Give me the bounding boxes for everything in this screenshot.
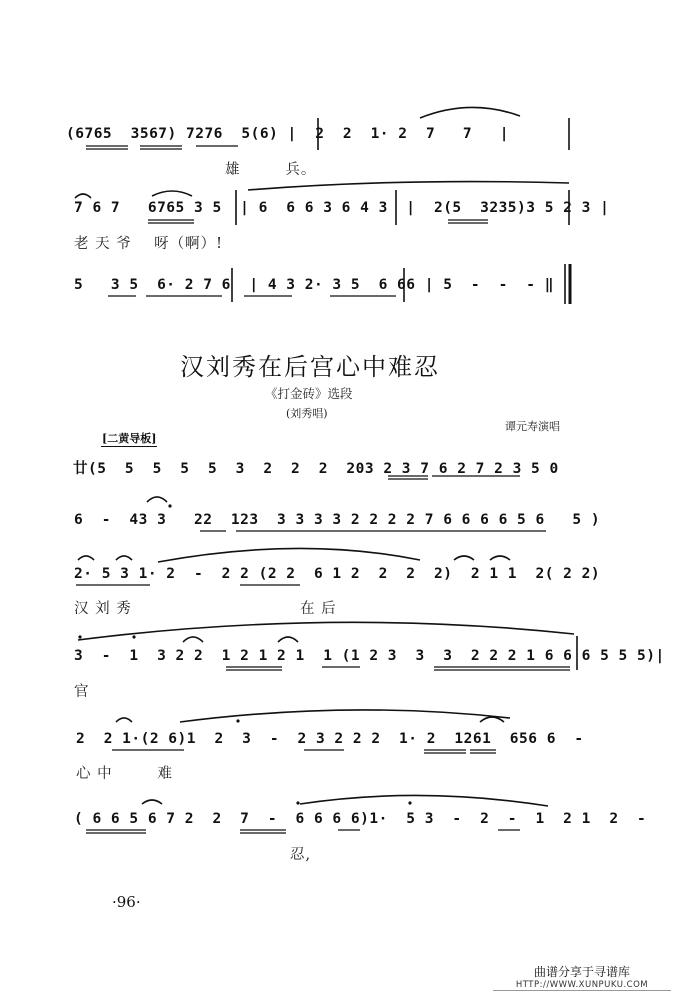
score-line-3: 2· 5 3 1· 2 - 2 2 (2 2 6 1 2 2 2 2) 2 1 1 2( 2 2) xyxy=(74,566,601,582)
mode-tag: [二黄导板] xyxy=(102,432,157,445)
singer-role: (刘秀唱) xyxy=(286,407,328,420)
score-line-6-lyrics: 忍, xyxy=(290,847,312,863)
score-line-1: 廿(5 5 5 5 5 3 2 2 2 203 2 3 7 6 2 7 2 3 5 0 xyxy=(73,461,559,477)
slur xyxy=(158,548,420,562)
slur xyxy=(75,194,91,198)
score-line-2: 6 - 43 3 22 123 3 3 3 3 2 2 2 2 7 6 6 6 6 5 6 5 ) xyxy=(74,512,601,528)
slur xyxy=(116,718,132,722)
slur xyxy=(248,182,569,190)
score-line-3-lyrics: 汉 刘 秀 在 后 xyxy=(74,601,337,617)
watermark-url: HTTP://WWW.XUNPUKU.COM xyxy=(515,980,649,990)
slur xyxy=(454,556,474,560)
system3-notes: 5 3 5 6· 2 7 6 | 4 3 2· 3 5 6 66 | 5 - - - ‖ xyxy=(74,277,554,293)
slur xyxy=(278,637,298,642)
page-number: ·96· xyxy=(112,893,141,911)
site-watermark xyxy=(493,963,671,991)
system1-lyrics: 雄 兵。 xyxy=(225,162,317,178)
slur xyxy=(152,191,192,196)
slur xyxy=(116,556,132,560)
slur xyxy=(300,795,548,806)
slur xyxy=(420,107,520,118)
song-title: 汉刘秀在后宫心中难忍 xyxy=(180,353,440,381)
slur xyxy=(78,622,574,640)
system1-notes: (6765 3567) 7276 5(6) | 2 2 1· 2 7 7 | xyxy=(66,126,510,142)
slur xyxy=(480,717,504,722)
watermark-text: 曲谱分享于寻谱库 xyxy=(533,965,630,979)
slur xyxy=(147,497,167,502)
slur xyxy=(180,710,510,722)
score-line-5-lyrics: 心 中 难 xyxy=(76,766,173,782)
score-line-4-lyrics: 官 xyxy=(74,684,90,700)
slur xyxy=(142,800,162,804)
performer-credit: 谭元寿演唱 xyxy=(505,420,560,433)
song-subtitle: 《打金砖》选段 xyxy=(265,386,353,401)
system2-lyrics: 老 天 爷 呀（啊）! xyxy=(74,236,223,252)
slur xyxy=(490,556,510,560)
score-line-6: ( 6 6 5 6 7 2 2 7 - 6 6 6 6)1· 5 3 - 2 - 1 2 1 2 - xyxy=(74,811,647,827)
score-line-5: 2 2 1·(2 6)1 2 3 - 2 3 2 2 2 1· 2 1261 656 6 - xyxy=(76,731,584,747)
score-line-4: 3 - 1 3 2 2 1 2 1 2 1 1 (1 2 3 3 3 2 2 2 1 6 6 6 5 5 5)| xyxy=(74,648,665,664)
slur xyxy=(183,637,203,642)
slur xyxy=(78,556,94,560)
system2-notes: 7 6 7 6765 3 5 | 6 6 6 3 6 4 3 | 2(5 3235)3 5 2 3 | xyxy=(74,200,610,216)
